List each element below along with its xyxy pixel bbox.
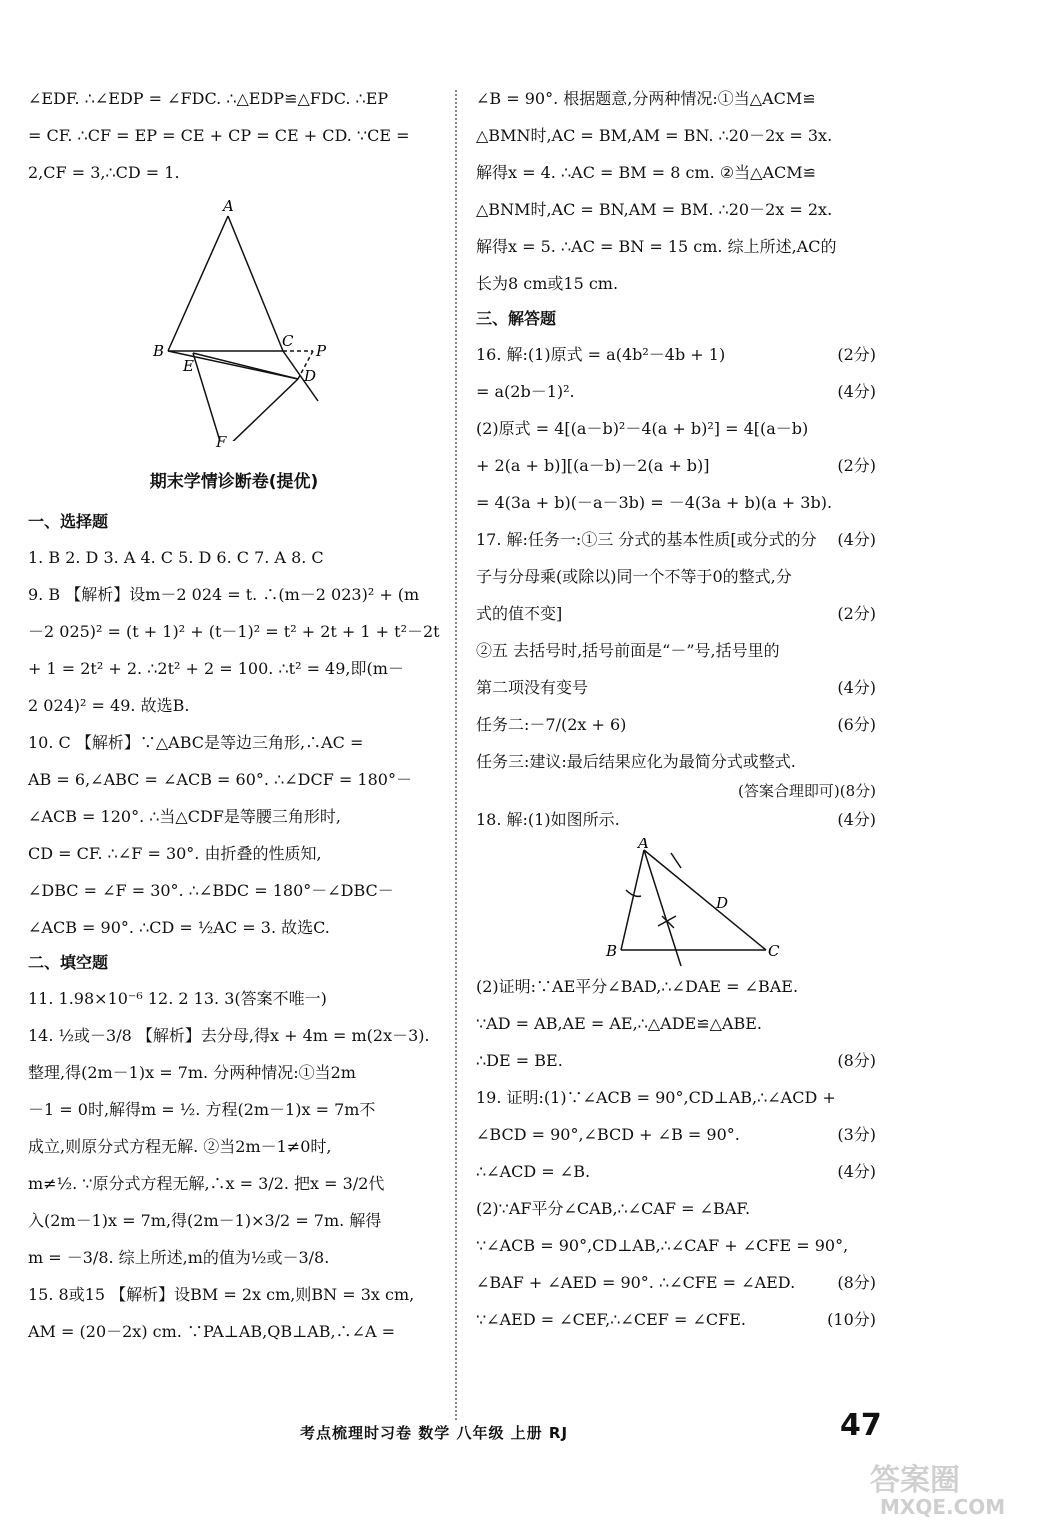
q16-line: (2)原式 = 4[(a－b)²－4(a + b)²] = 4[(a－b) [476, 419, 809, 438]
q17-line: ②五 去括号时,括号前面是“－”号,括号里的 [476, 641, 780, 660]
q19-line: ∠BAF + ∠AED = 90°. ∴∠CFE = ∠AED. (8分) [476, 1273, 876, 1292]
q17-line: 子与分母乘(或除以)同一个不等于0的整式,分 [476, 567, 792, 586]
q9-line: + 1 = 2t² + 2. ∴2t² + 2 = 100. ∴t² = 49,即(m－ [28, 659, 404, 678]
watermark-logo: 答案圈 [870, 1463, 960, 1498]
page-number: 47 [840, 1408, 882, 1443]
section-title: 期末学情诊断卷(提优) [149, 472, 319, 492]
figure-triangle-fold [28, 191, 440, 441]
q18-line: (2)证明:∵AE平分∠BAD,∴∠DAE = ∠BAE. [476, 977, 799, 996]
page-footer: 考点梳理时习卷 数学 八年级 上册 RJ [300, 1424, 569, 1442]
q14-line: 14. ½或－3/8 【解析】去分母,得x + 4m = m(2x－3). [28, 1026, 430, 1045]
q14-line: 整理,得(2m－1)x = 7m. 分两种情况:①当2m [28, 1063, 356, 1082]
label-P: P [316, 342, 327, 360]
q17-line: 任务三:建议:最后结果应化为最简分式或整式. [476, 752, 796, 771]
q19-line: 19. 证明:(1)∵∠ACB = 90°,CD⊥AB,∴∠ACD + [476, 1088, 836, 1107]
q10-line: ∠ACB = 90°. ∴CD = ½AC = 3. 故选C. [28, 918, 330, 937]
left-top-line: 2,CF = 3,∴CD = 1. [28, 163, 180, 182]
label-F: F [216, 433, 227, 451]
fig2-label-A: A [638, 838, 649, 852]
fig2-label-B: B [606, 942, 618, 960]
q17-line: 式的值不变] (2分) [476, 604, 876, 623]
q17-line: 第二项没有变号 (4分) [476, 678, 876, 697]
q14-line: －1 = 0时,解得m = ½. 方程(2m－1)x = 7m不 [28, 1100, 376, 1119]
label-B: B [153, 342, 165, 360]
q16-line: + 2(a + b)][(a－b)－2(a + b)] (2分) [476, 456, 876, 475]
q15-line: AM = (20－2x) cm. ∵PA⊥AB,QB⊥AB,∴∠A = [28, 1322, 396, 1341]
q17-note: (答案合理即可)(8分) [738, 782, 876, 800]
label-D: D [304, 367, 317, 385]
label-A: A [223, 197, 234, 215]
q18-line: ∴DE = BE. (8分) [476, 1051, 876, 1070]
left-column [28, 80, 440, 1350]
left-top-line: = CF. ∴CF = EP = CE + CP = CE + CD. ∵CE = [28, 126, 410, 145]
fig2-label-D: D [716, 894, 729, 912]
q14-line: 成立,则原分式方程无解. ②当2m－1≠0时, [28, 1137, 332, 1156]
watermark-url: MXQE.COM [880, 1495, 1006, 1519]
q15-cont-line: 解得x = 5. ∴AC = BN = 15 cm. 综上所述,AC的 [476, 237, 837, 256]
q15-line: 15. 8或15 【解析】设BM = 2x cm,则BN = 3x cm, [28, 1285, 415, 1304]
q15-cont-line: △BNM时,AC = BN,AM = BM. ∴20－2x = 2x. [476, 200, 833, 219]
q17-line: 17. 解:任务一:①三 分式的基本性质[或分式的分 [476, 530, 817, 549]
answers-11-13: 11. 1.98×10⁻⁶ 12. 2 13. 3(答案不唯一) [28, 989, 327, 1008]
q10-line: AB = 6,∠ABC = ∠ACB = 60°. ∴∠DCF = 180°－ [28, 770, 412, 789]
q16-line: = 4(3a + b)(－a－3b) = －4(3a + b)(a + 3b). [476, 493, 833, 512]
q18-line: ∵AD = AB,AE = AE,∴△ADE≌△ABE. [476, 1014, 763, 1033]
q17-line: 任务二:－7/(2x + 6) (6分) [476, 715, 876, 734]
q15-cont-line: △BMN时,AC = BM,AM = BN. ∴20－2x = 3x. [476, 126, 833, 145]
q19-line: (2)∵AF平分∠CAB,∴∠CAF = ∠BAF. [476, 1199, 751, 1218]
q10-line: 10. C 【解析】∵△ABC是等边三角形,∴AC = [28, 733, 364, 752]
q9-line: 9. B 【解析】设m－2 024 = t. ∴(m－2 023)² + (m [28, 585, 420, 604]
figure-triangle-abc [476, 838, 876, 968]
label-C: C [282, 332, 294, 350]
left-top-line: ∠EDF. ∴∠EDP = ∠FDC. ∴△EDP≌△FDC. ∴EP [28, 89, 389, 108]
q14-line: m≠½. ∵原分式方程无解,∴x = 3/2. 把x = 3/2代 [28, 1174, 385, 1193]
column-divider [455, 90, 457, 1420]
q15-cont-line: ∠B = 90°. 根据题意,分两种情况:①当△ACM≌ [476, 89, 816, 108]
q10-line: CD = CF. ∴∠F = 30°. 由折叠的性质知, [28, 844, 322, 863]
q14-line: 入(2m－1)x = 7m,得(2m－1)×3/2 = 7m. 解得 [28, 1211, 382, 1230]
q15-cont-line: 解得x = 4. ∴AC = BM = 8 cm. ②当△ACM≌ [476, 163, 817, 182]
q19-line: ∵∠ACB = 90°,CD⊥AB,∴∠CAF + ∠CFE = 90°, [476, 1236, 849, 1255]
q14-line: m = －3/8. 综上所述,m的值为½或－3/8. [28, 1248, 330, 1267]
section-heading-3: 三、解答题 [476, 309, 557, 328]
section-heading-2: 二、填空题 [28, 953, 109, 972]
right-column: ∠B = 90°. 根据题意,分两种情况:①当△ACM≌ △BMN时,AC = BM,AM = BN. ∴20－2x = 3x. 解得x = 4. ∴AC = BM = 8 cm. ②当△ACM≌ △BNM时,AC = BN,AM = BM. ∴20－2x = 2x. 解得x = 5. ∴AC = BN = 15 cm. 综上所述,AC的 长为8 cm或15 cm. 三、解答题 16. 解:(1)原式 = a(4b²－4b + 1) (2分) = a(2b－1)². (4分) (2)原式 = 4[(a－b)²－4(a + b)²] = 4[(a－b) + 2(a + b)][(a－b)－2(a + b)] (2分) = 4(3a + b)(－a－3b) = －4(3a + b)(a + 3b). (4分) 17. 解:任务一:①三 分式的基本性质[或分式的分 子与分母乘(或除以)同一个不等于0的整式,分 式的值不变] (2分) ②五 去括号时,括号前面是“－”号,括号里的 第二项没有变号 (4分) 任务二:－7/(2x + 6) (6分) 任务三:建议:最后结果应化为最简分式或整式. (答案合理即可)(8分) 18. 解:(1)如图所示. (4分) A B C D (2)证明:∵AE平分∠BAD,∴∠DAE = ∠BAE. ∵AD = AB,AE = AE,∴△ADE≌△ABE. ∴DE = BE. (8分) 19. 证明:(1)∵∠ACB = 90°,CD⊥AB,∴∠ACD + ∠BCD = 90°,∠BCD + ∠B = 90°. (3分) ∴∠ACD = ∠B. (4分) (2)∵AF平分∠CAB,∴∠CAF = ∠BAF. ∵∠ACB = 90°,CD⊥AB,∴∠CAF + ∠CFE = 90°, ∠BAF + ∠AED = 90°. ∴∠CFE = ∠AED. (8分) ∵∠AED = ∠CEF,∴∠CEF = ∠CFE. (10分) [476, 80, 876, 1338]
q16-line: 16. 解:(1)原式 = a(4b²－4b + 1) (2分) [476, 345, 876, 364]
label-E: E [183, 357, 194, 375]
q16-line: = a(2b－1)². (4分) [476, 382, 876, 401]
section-heading-1: 一、选择题 [28, 512, 109, 531]
q9-line: －2 025)² = (t + 1)² + (t－1)² = t² + 2t + 1 + t²－2t [28, 622, 440, 641]
q9-line: 2 024)² = 49. 故选B. [28, 696, 190, 715]
q15-cont-line: 长为8 cm或15 cm. [476, 274, 619, 293]
fig2-label-C: C [768, 942, 780, 960]
q19-line: ∠BCD = 90°,∠BCD + ∠B = 90°. (3分) [476, 1125, 876, 1144]
q18-head: 18. 解:(1)如图所示. (4分) [476, 810, 876, 829]
answers-1-8: 1. B 2. D 3. A 4. C 5. D 6. C 7. A 8. C [28, 548, 324, 567]
q10-line: ∠DBC = ∠F = 30°. ∴∠BDC = 180°－∠DBC－ [28, 881, 394, 900]
q19-line: ∴∠ACD = ∠B. (4分) [476, 1162, 876, 1181]
q19-line: ∵∠AED = ∠CEF,∴∠CEF = ∠CFE. (10分) [476, 1310, 876, 1329]
q10-line: ∠ACB = 120°. ∴当△CDF是等腰三角形时, [28, 807, 341, 826]
